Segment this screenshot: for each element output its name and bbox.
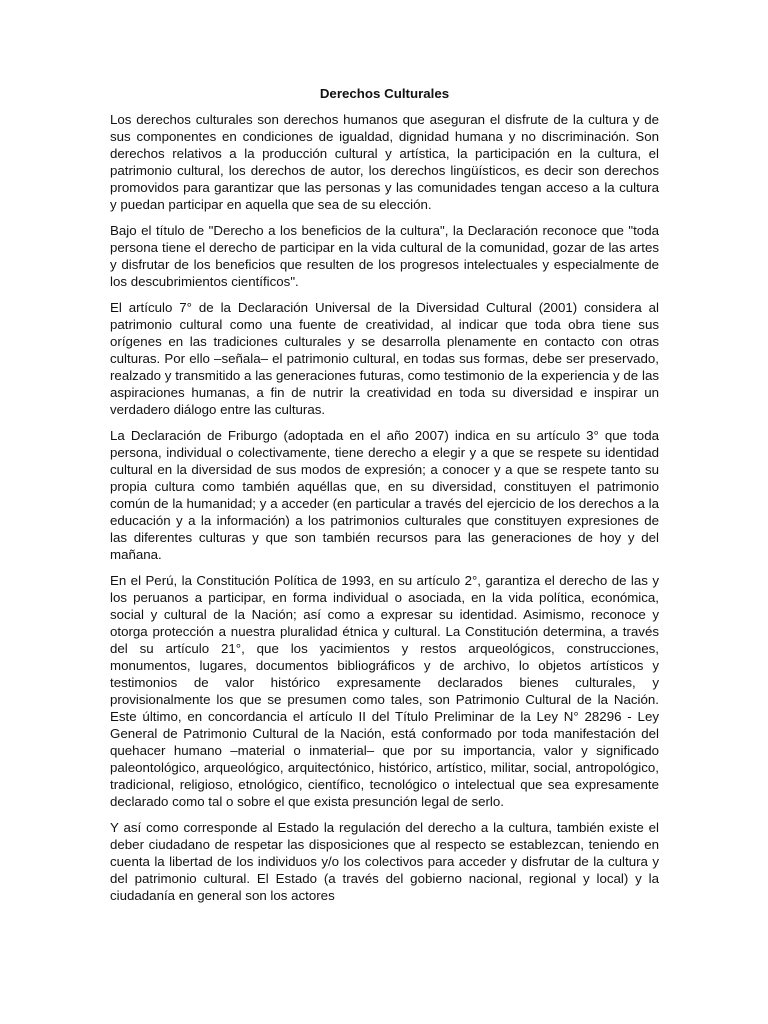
paragraph-estado: Y así como corresponde al Estado la regulación del derecho a la cultura, también existe el deber ciudadano de respetar las disposiciones que al respecto se establezcan, teniendo en cuenta la libertad de los individuos y/o los colectivos para acceder y disfrutar de la cultura y del patrimonio cultural. El Estado (a través del gobierno nacional, regional y local) y la ciudadanía en general son los actores: [110, 820, 659, 903]
paragraph-peru: En el Perú, la Constitución Política de 1993, en su artículo 2°, garantiza el derecho de las y los peruanos a participar, en forma individual o asociada, en la vida política, económica, social y cultural de la Nación; así como a expresar su identidad. Asimismo, reconoce y otorga protección a nuestra pluralidad étnica y cultural. La Constitución determina, a través del su artículo 21°, que los yacimientos y restos arqueológicos, construcciones, monumentos, lugares, documentos bibliográficos y de archivo, lo objetos artísticos y testimonios de valor histórico expresamente declarados bienes culturales, y provisionalmente los que se presumen como tales, son Patrimonio Cultural de la Nación. Este último, en concordancia el artículo II del Título Preliminar de la Ley N° 28296 - Ley General de Patrimonio Cultural de la Nación, está conformado por toda manifestación del quehacer humano –material o inmaterial– que por su importancia, valor y significado paleontológico, arqueológico, arquitectónico, histórico, artístico, militar, social, antropológico, tradicional, religioso, etnológico, científico, tecnológico o intelectual que sea expresamente declarado como tal o sobre el que exista presunción legal de serlo.: [110, 573, 659, 809]
paragraph-articulo-7: El artículo 7° de la Declaración Universal de la Diversidad Cultural (2001) considera al patrimonio cultural como una fuente de creatividad, al indicar que toda obra tiene sus orígenes en las tradiciones culturales y se desarrolla plenamente en contacto con otras culturas. Por ello –señala– el patrimonio cultural, en todas sus formas, debe ser preservado, realzado y transmitido a las generaciones futuras, como testimonio de la experiencia y de las aspiraciones humanas, a fin de nutrir la creatividad en toda su diversidad e inspirar un verdadero diálogo entre las culturas.: [110, 300, 659, 417]
paragraph-beneficios: Bajo el título de "Derecho a los beneficios de la cultura", la Declaración reconoce que "toda persona tiene el derecho de participar en la vida cultural de la comunidad, gozar de las artes y disfrutar de los beneficios que resulten de los progresos intelectuales y especialmente de los descubrimientos científicos".: [110, 223, 659, 289]
document-page: [110, 85, 659, 904]
paragraph-definition: Los derechos culturales son derechos humanos que aseguran el disfrute de la cultura y de sus componentes en condiciones de igualdad, dignidad humana y no discriminación. Son derechos relativos a la producción cultural y artística, la participación en la cultura, el patrimonio cultural, los derechos de autor, los derechos lingüísticos, es decir son derechos promovidos para garantizar que las personas y las comunidades tengan acceso a la cultura y puedan participar en aquella que sea de su elección.: [110, 112, 659, 212]
paragraph-friburgo: La Declaración de Friburgo (adoptada en el año 2007) indica en su artículo 3° que toda persona, individual o colectivamente, tiene derecho a elegir y a que se respete su identidad cultural en la diversidad de sus modos de expresión; a conocer y a que se respete tanto su propia cultura como también aquéllas que, en su diversidad, constituyen el patrimonio común de la humanidad; y a acceder (en particular a través del ejercicio de los derechos a la educación y a la información) a los patrimonios culturales que constituyen expresiones de las diferentes culturas y que son también recursos para las generaciones de hoy y del mañana.: [110, 428, 659, 562]
document-title: Derechos Culturales: [319, 86, 450, 101]
